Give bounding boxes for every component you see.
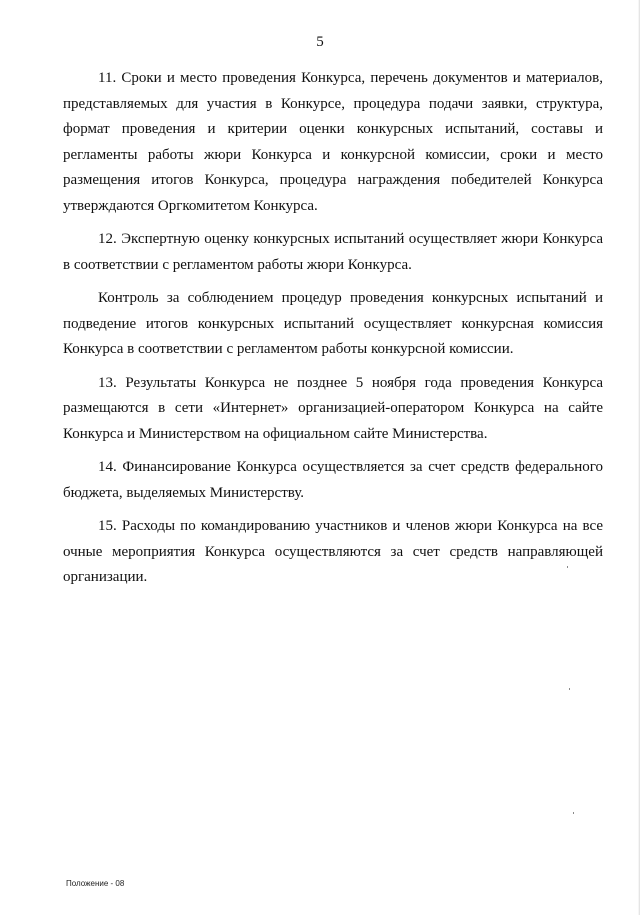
paragraph-13: 13. Результаты Конкурса не позднее 5 ноября года проведения Конкурса размещаются в сети «Интернет» организацией-оператором Конкурса на сайте Конкурса и Министерством на официальном сайте Министерства. bbox=[63, 374, 603, 442]
paragraph-14: 14. Финансирование Конкурса осуществляется за счет средств федерального бюджета, выделяемых Министерству. bbox=[63, 459, 603, 501]
paragraph-15: 15. Расходы по командированию участников и членов жюри Конкурса на все очные мероприятия Конкурса осуществляются за счет средств направляющей организации. bbox=[63, 518, 603, 585]
footer-document-code: Положение - 08 bbox=[66, 879, 125, 888]
scan-speck bbox=[569, 688, 570, 690]
document-body bbox=[63, 66, 603, 599]
page-number: 5 bbox=[316, 34, 324, 50]
scan-speck bbox=[573, 812, 574, 814]
paragraph-11: 11. Сроки и место проведения Конкурса, перечень документов и материалов, представляемых для участия в Конкурсе, процедура подачи заявки, структура, формат проведения и критерии оценки конкурсных испытаний, составы и регламенты работы жюри Конкурса и конкурсной комиссии, сроки и место размещения итогов Конкурса, процедура награждения победителей Конкурса утверждаются Оргкомитетом Конкурса. bbox=[63, 70, 603, 214]
paragraph-12: 12. Экспертную оценку конкурсных испытаний осуществляет жюри Конкурса в соответствии с регламентом работы жюри Конкурса. bbox=[63, 231, 603, 273]
scan-speck bbox=[567, 566, 568, 568]
paragraph-control: Контроль за соблюдением процедур проведения конкурсных испытаний и подведение итогов конкурсных испытаний осуществляет конкурсная комиссия Конкурса в соответствии с регламентом работы конкурсной комиссии. bbox=[63, 290, 603, 357]
